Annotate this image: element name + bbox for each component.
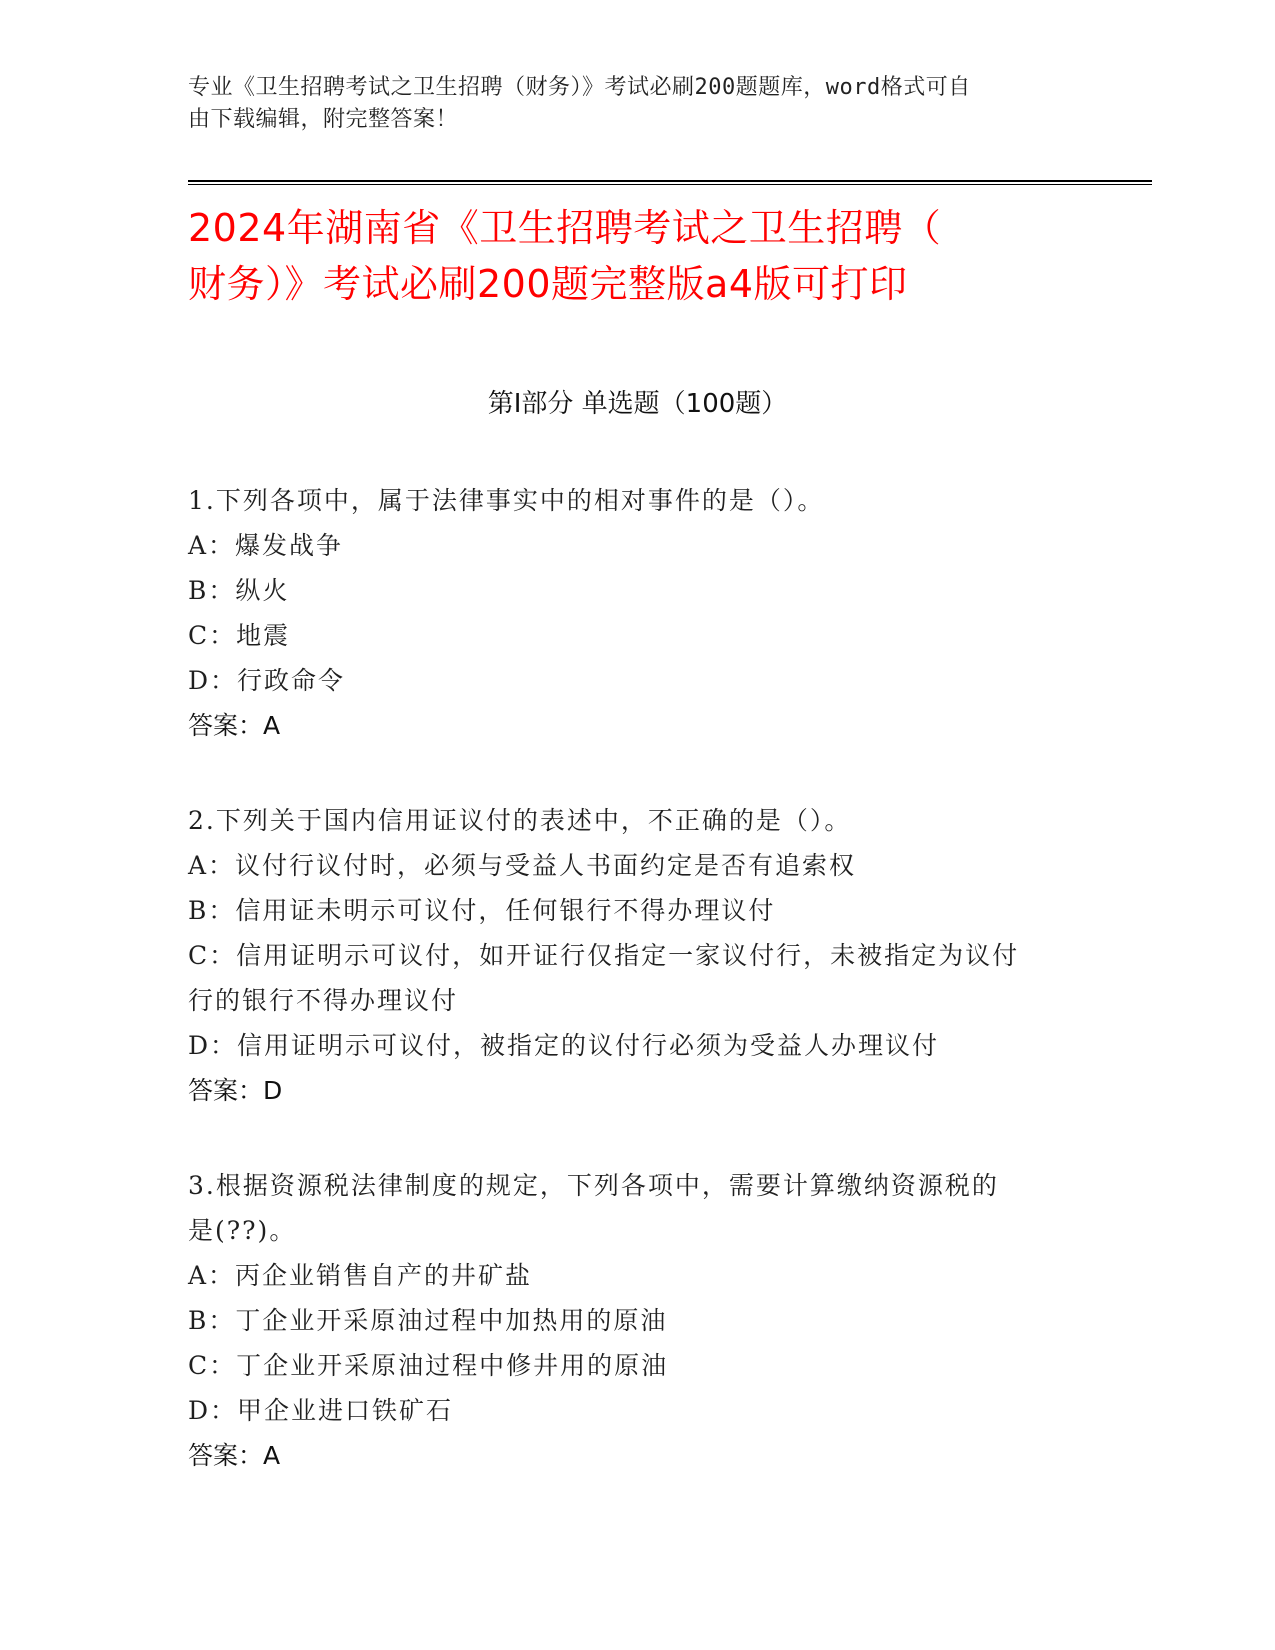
question-text: 2.下列关于国内信用证议付的表述中，不正确的是（）。 bbox=[188, 806, 852, 835]
question-1 bbox=[188, 478, 1088, 748]
option-c: C：地震 bbox=[188, 621, 291, 650]
header-rule-thin bbox=[188, 184, 1152, 185]
header-rule-thick bbox=[188, 180, 1152, 182]
option-b: B：丁企业开采原油过程中加热用的原油 bbox=[188, 1306, 668, 1335]
option-b: B：纵火 bbox=[188, 576, 290, 605]
header-note-line-1: 专业《卫生招聘考试之卫生招聘（财务）》考试必刷200题题库，word格式可自 bbox=[188, 75, 971, 100]
question-text: 1.下列各项中，属于法律事实中的相对事件的是（）。 bbox=[188, 486, 825, 515]
question-2 bbox=[188, 798, 1088, 1113]
header-note bbox=[188, 72, 1068, 136]
option-a: A：丙企业销售自产的井矿盐 bbox=[188, 1261, 533, 1290]
option-d: D：行政命令 bbox=[188, 666, 346, 695]
section-title: 第Ⅰ部分 单选题（100题） bbox=[487, 389, 788, 419]
option-a: A：议付行议付时，必须与受益人书面约定是否有追索权 bbox=[188, 851, 857, 880]
answer: 答案：A bbox=[188, 711, 281, 740]
option-b: B：信用证未明示可议付，任何银行不得办理议付 bbox=[188, 896, 776, 925]
option-d: D：甲企业进口铁矿石 bbox=[188, 1396, 454, 1425]
question-text: 3.根据资源税法律制度的规定，下列各项中，需要计算缴纳资源税的 bbox=[188, 1171, 999, 1200]
option-c: C：信用证明示可议付，如开证行仅指定一家议付行，未被指定为议付 bbox=[188, 941, 1020, 970]
question-text-continued: 是(??)。 bbox=[188, 1216, 297, 1245]
document-title-line-2: 财务）》考试必刷200题完整版a4版可打印 bbox=[188, 262, 908, 306]
option-d: D：信用证明示可议付，被指定的议付行必须为受益人办理议付 bbox=[188, 1031, 940, 1060]
document-title bbox=[188, 200, 1108, 312]
answer: 答案：D bbox=[188, 1076, 283, 1105]
header-note-line-2: 由下载编辑，附完整答案！ bbox=[188, 107, 459, 132]
option-c: C：丁企业开采原油过程中修井用的原油 bbox=[188, 1351, 669, 1380]
question-3 bbox=[188, 1163, 1088, 1478]
question-list bbox=[188, 478, 1088, 1528]
document-title-line-1: 2024年湖南省《卫生招聘考试之卫生招聘（ bbox=[188, 206, 942, 250]
option-a: A：爆发战争 bbox=[188, 531, 344, 560]
answer: 答案：A bbox=[188, 1441, 281, 1470]
option-c-continued: 行的银行不得办理议付 bbox=[188, 986, 459, 1015]
